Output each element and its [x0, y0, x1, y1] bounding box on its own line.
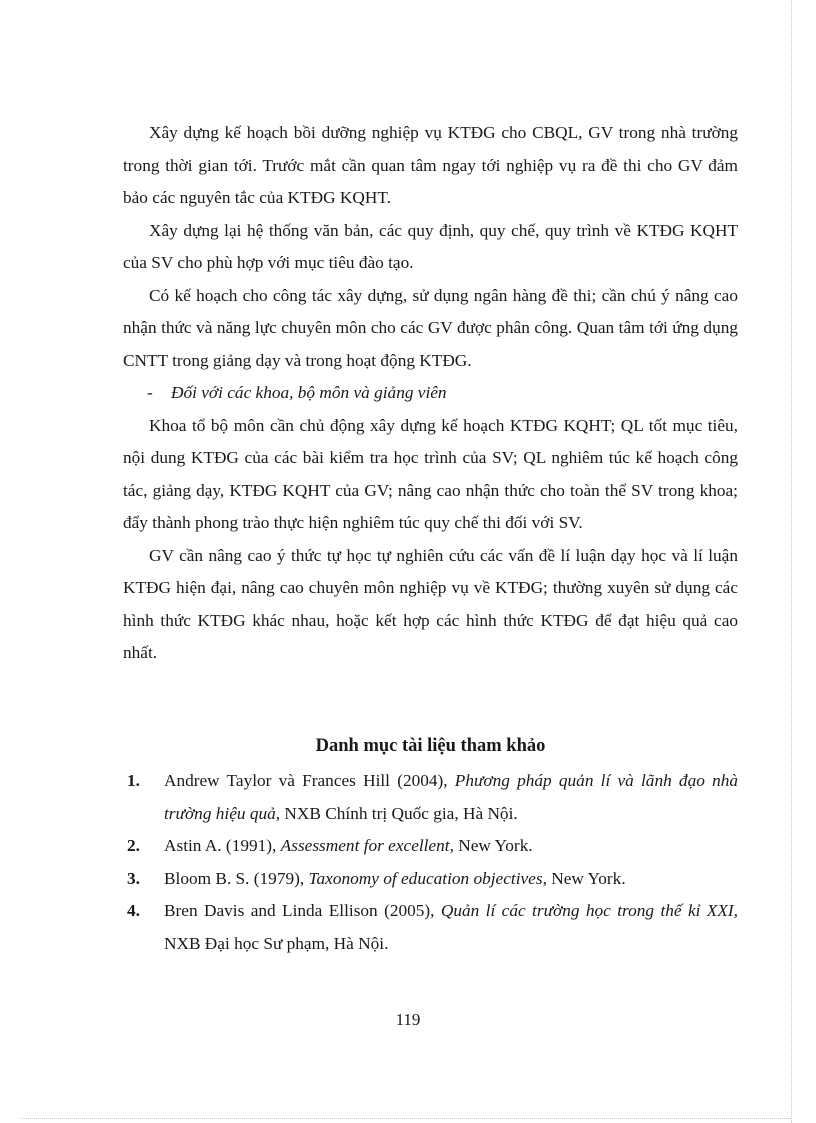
page-border-bottom [20, 1118, 791, 1119]
paragraph: Xây dựng kế hoạch bồi dưỡng nghiệp vụ KTĐG cho CBQL, GV trong nhà trường trong thời gian tới. Trước mắt cần quan tâm ngay tới nghiệp vụ ra đề thi cho GV đảm bảo các nguyên tắc của KTĐG KQHT. [123, 123, 738, 207]
reference-item [123, 895, 738, 960]
reference-publisher: , NXB Chính trị Quốc gia, Hà Nội. [275, 803, 518, 823]
reference-number: 2. [127, 836, 140, 855]
reference-number: 3. [127, 868, 140, 888]
reference-number: 4. [127, 901, 140, 920]
reference-authors: Astin A. (1991), [164, 836, 281, 855]
reference-publisher: , New York. [542, 868, 626, 888]
reference-title: Taxonomy of education objectives [308, 868, 543, 888]
reference-authors: Andrew Taylor và Frances Hill (2004), [164, 771, 455, 790]
reference-number: 1. [127, 771, 140, 790]
reference-authors: Bren Davis and Linda Ellison (2005), [164, 901, 441, 920]
reference-item [123, 863, 738, 896]
reference-title: Assessment for excellent [280, 836, 450, 855]
reference-publisher: NXB Đại học Sư phạm, Hà Nội. [164, 933, 389, 953]
section-bullet [123, 377, 738, 410]
paragraph: GV cần nâng cao ý thức tự học tự nghiên cứu các vấn đề lí luận dạy học và lí luận KTĐG hiện đại, nâng cao chuyên môn nghiệp vụ về KTĐG; thường xuyên sử dụng các hình thức KTĐG khác nhau, hoặc kết hợp các hình thức KTĐG để đạt hiệu quả cao nhất. [123, 545, 738, 662]
references-heading: Danh mục tài liệu tham khảo [315, 736, 546, 756]
paragraph: Có kế hoạch cho công tác xây dựng, sử dụng ngân hàng đề thi; cần chú ý nâng cao nhận thức và năng lực chuyên môn cho các GV được phân công. Quan tâm tới ứng dụng CNTT trong giảng dạy và trong hoạt động KTĐG. [123, 285, 738, 370]
bullet-dash: - [147, 383, 153, 402]
reference-publisher: , New York. [449, 836, 533, 855]
bullet-text: Đối với các khoa, bộ môn và giảng viên [171, 383, 447, 402]
reference-authors: Bloom B. S. (1979), [164, 868, 309, 888]
reference-item [123, 765, 738, 830]
page-number: 119 [395, 1010, 421, 1029]
paragraph: Khoa tổ bộ môn cần chủ động xây dựng kế hoạch KTĐG KQHT; QL tốt mục tiêu, nội dung KTĐG của các bài kiểm tra học trình của SV; QL nghiêm túc kế hoạch công tác, giảng dạy, KTĐG KQHT của GV; nâng cao nhận thức cho toàn thể SV trong khoa; đẩy thành phong trào thực hiện nghiêm túc quy chế thi đối với SV. [123, 415, 738, 532]
reference-item [123, 830, 738, 863]
reference-title: Quản lí các trường học trong thế kỉ XXI, [440, 901, 738, 920]
references-list [123, 765, 738, 960]
paragraph: Xây dựng lại hệ thống văn bản, các quy định, quy chế, quy trình về KTĐG KQHT của SV cho phù hợp với mục tiêu đào tạo. [123, 220, 738, 272]
page-border-right [791, 0, 792, 1123]
reference-title: Phương pháp quản lí và lãnh đạo nhà trường hiệu quả [164, 771, 738, 823]
body-text [123, 117, 738, 670]
